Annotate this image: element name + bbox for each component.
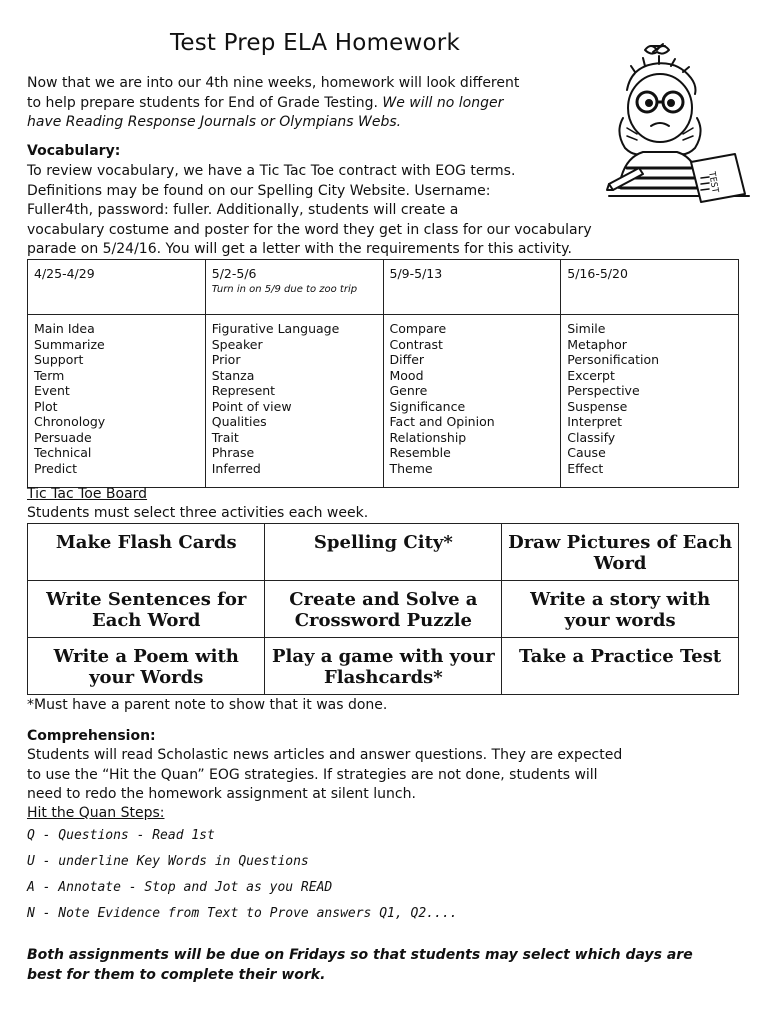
week-label: 4/25-4/29 xyxy=(34,266,95,281)
vocabulary-word: Effect xyxy=(567,460,604,476)
board-row xyxy=(28,581,739,638)
board-cell: Take a Practice Test xyxy=(502,638,739,695)
week-header-row xyxy=(28,260,739,315)
vocabulary-word: Interpret xyxy=(567,414,622,429)
board-cell: Create and Solve a Crossword Puzzle xyxy=(265,581,502,638)
hit-the-quan-title: Hit the Quan Steps: xyxy=(27,805,165,821)
closing-line-2: best for them to complete their work. xyxy=(27,966,326,983)
vocabulary-word: Chronology xyxy=(34,414,106,429)
quan-step: Q - Questions - Read 1st xyxy=(27,828,215,843)
comprehension-heading: Comprehension: xyxy=(27,728,156,744)
vocabulary-word: Support xyxy=(34,352,84,367)
vocabulary-word: Mood xyxy=(389,367,424,383)
week-label: 5/9-5/13 xyxy=(389,266,443,281)
vocabulary-word: Differ xyxy=(389,352,425,367)
vocabulary-line: Fuller4th, password: fuller. Additionally, students will create a xyxy=(27,202,459,218)
intro-line-2-italic: We will no longer xyxy=(377,94,504,111)
board-cell: Write a Poem with your Words xyxy=(28,638,265,695)
vocabulary-word: Compare xyxy=(389,321,447,336)
vocabulary-word: Simile xyxy=(567,321,606,336)
board-footnote: *Must have a parent note to show that it was done. xyxy=(27,697,388,713)
vocabulary-word: Metaphor xyxy=(567,336,627,352)
vocabulary-word: Stanza xyxy=(211,367,255,383)
test-paper-label: TEST xyxy=(706,170,720,194)
intro-paragraph xyxy=(27,74,617,133)
week-header-cell xyxy=(28,260,206,315)
intro-line-1: Now that we are into our 4th nine weeks, homework will look different xyxy=(27,75,520,91)
vocabulary-word: Figurative Language xyxy=(211,321,340,336)
vocabulary-word: Relationship xyxy=(389,429,467,445)
quan-step: U - underline Key Words in Questions xyxy=(27,854,309,869)
intro-line-3-italic: have Reading Response Journals or Olympians Webs. xyxy=(27,114,402,130)
vocabulary-word: Resemble xyxy=(389,445,451,460)
page-title: Test Prep ELA Homework xyxy=(170,30,460,56)
comprehension-paragraph xyxy=(27,746,727,805)
vocabulary-word: Inferred xyxy=(211,460,261,476)
board-row xyxy=(28,638,739,695)
week-note: Turn in on 5/9 due to zoo trip xyxy=(211,283,358,295)
vocabulary-word: Personification xyxy=(567,352,660,367)
vocabulary-line: Definitions may be found on our Spelling City Website. Username: xyxy=(27,182,491,199)
vocabulary-word: Excerpt xyxy=(567,367,615,383)
week-header-cell xyxy=(561,260,739,315)
vocabulary-word: Event xyxy=(34,383,70,398)
vocabulary-word: Significance xyxy=(389,398,466,414)
comprehension-line: need to redo the homework assignment at silent lunch. xyxy=(27,786,416,802)
vocabulary-word: Point of view xyxy=(211,398,292,414)
vocabulary-line: parade on 5/24/16. You will get a letter with the requirements for this activity. xyxy=(27,241,572,257)
word-list xyxy=(28,315,206,488)
closing-note xyxy=(27,946,727,985)
vocabulary-word: Persuade xyxy=(34,429,92,445)
week-header-cell xyxy=(383,260,561,315)
vocabulary-word: Phrase xyxy=(211,445,255,460)
quan-step: A - Annotate - Stop and Jot as you READ xyxy=(27,880,333,895)
vocabulary-line: vocabulary costume and poster for the word they get in class for our vocabulary xyxy=(27,221,592,238)
vocabulary-word: Speaker xyxy=(211,336,263,352)
vocabulary-word: Prior xyxy=(211,352,241,367)
vocabulary-word: Cause xyxy=(567,445,606,460)
week-words-row xyxy=(28,315,739,488)
tic-tac-toe-board xyxy=(27,523,739,695)
board-cell: Spelling City* xyxy=(265,524,502,581)
vocabulary-word: Trait xyxy=(211,429,239,445)
week-header-cell xyxy=(205,260,383,315)
vocabulary-word: Technical xyxy=(34,445,92,460)
word-list xyxy=(205,315,383,488)
comprehension-line: to use the “Hit the Quan” EOG strategies. If strategies are not done, students will xyxy=(27,766,598,783)
vocabulary-word: Plot xyxy=(34,398,58,414)
intro-line-2: to help prepare students for End of Grade Testing. xyxy=(27,94,378,111)
vocabulary-word: Contrast xyxy=(389,336,443,352)
vocabulary-word: Fact and Opinion xyxy=(389,414,495,429)
vocabulary-word: Qualities xyxy=(211,414,267,429)
quan-step: N - Note Evidence from Text to Prove answers Q1, Q2.... xyxy=(27,906,458,921)
hit-the-quan-steps xyxy=(27,826,457,930)
board-cell: Write Sentences for Each Word xyxy=(28,581,265,638)
week-label: 5/16-5/20 xyxy=(567,266,628,281)
board-cell: Make Flash Cards xyxy=(28,524,265,581)
word-list xyxy=(383,315,561,488)
vocabulary-word: Main Idea xyxy=(34,321,95,336)
vocabulary-word: Genre xyxy=(389,383,428,398)
vocabulary-word: Perspective xyxy=(567,383,640,398)
vocabulary-word: Classify xyxy=(567,429,616,445)
vocabulary-word: Suspense xyxy=(567,398,628,414)
tic-tac-toe-subtitle: Students must select three activities each week. xyxy=(27,505,369,521)
closing-line-1: Both assignments will be due on Fridays so that students may select which days are xyxy=(27,947,693,963)
vocabulary-word: Represent xyxy=(211,383,276,398)
board-row xyxy=(28,524,739,581)
tic-tac-toe-title: Tic Tac Toe Board xyxy=(27,486,148,502)
word-list xyxy=(561,315,739,488)
week-label: 5/2-5/6 xyxy=(211,266,257,281)
student-test-cartoon-icon xyxy=(605,38,753,203)
vocabulary-heading: Vocabulary: xyxy=(27,143,121,159)
vocabulary-line: To review vocabulary, we have a Tic Tac Toe contract with EOG terms. xyxy=(27,163,516,179)
vocabulary-weeks-table xyxy=(27,259,739,488)
vocabulary-word: Summarize xyxy=(34,336,105,352)
board-cell: Play a game with your Flashcards* xyxy=(265,638,502,695)
vocabulary-word: Theme xyxy=(389,460,433,476)
vocabulary-word: Predict xyxy=(34,460,78,476)
board-cell: Write a story with your words xyxy=(502,581,739,638)
board-cell: Draw Pictures of Each Word xyxy=(502,524,739,581)
comprehension-line: Students will read Scholastic news articles and answer questions. They are expected xyxy=(27,747,623,763)
vocabulary-word: Term xyxy=(34,367,65,383)
